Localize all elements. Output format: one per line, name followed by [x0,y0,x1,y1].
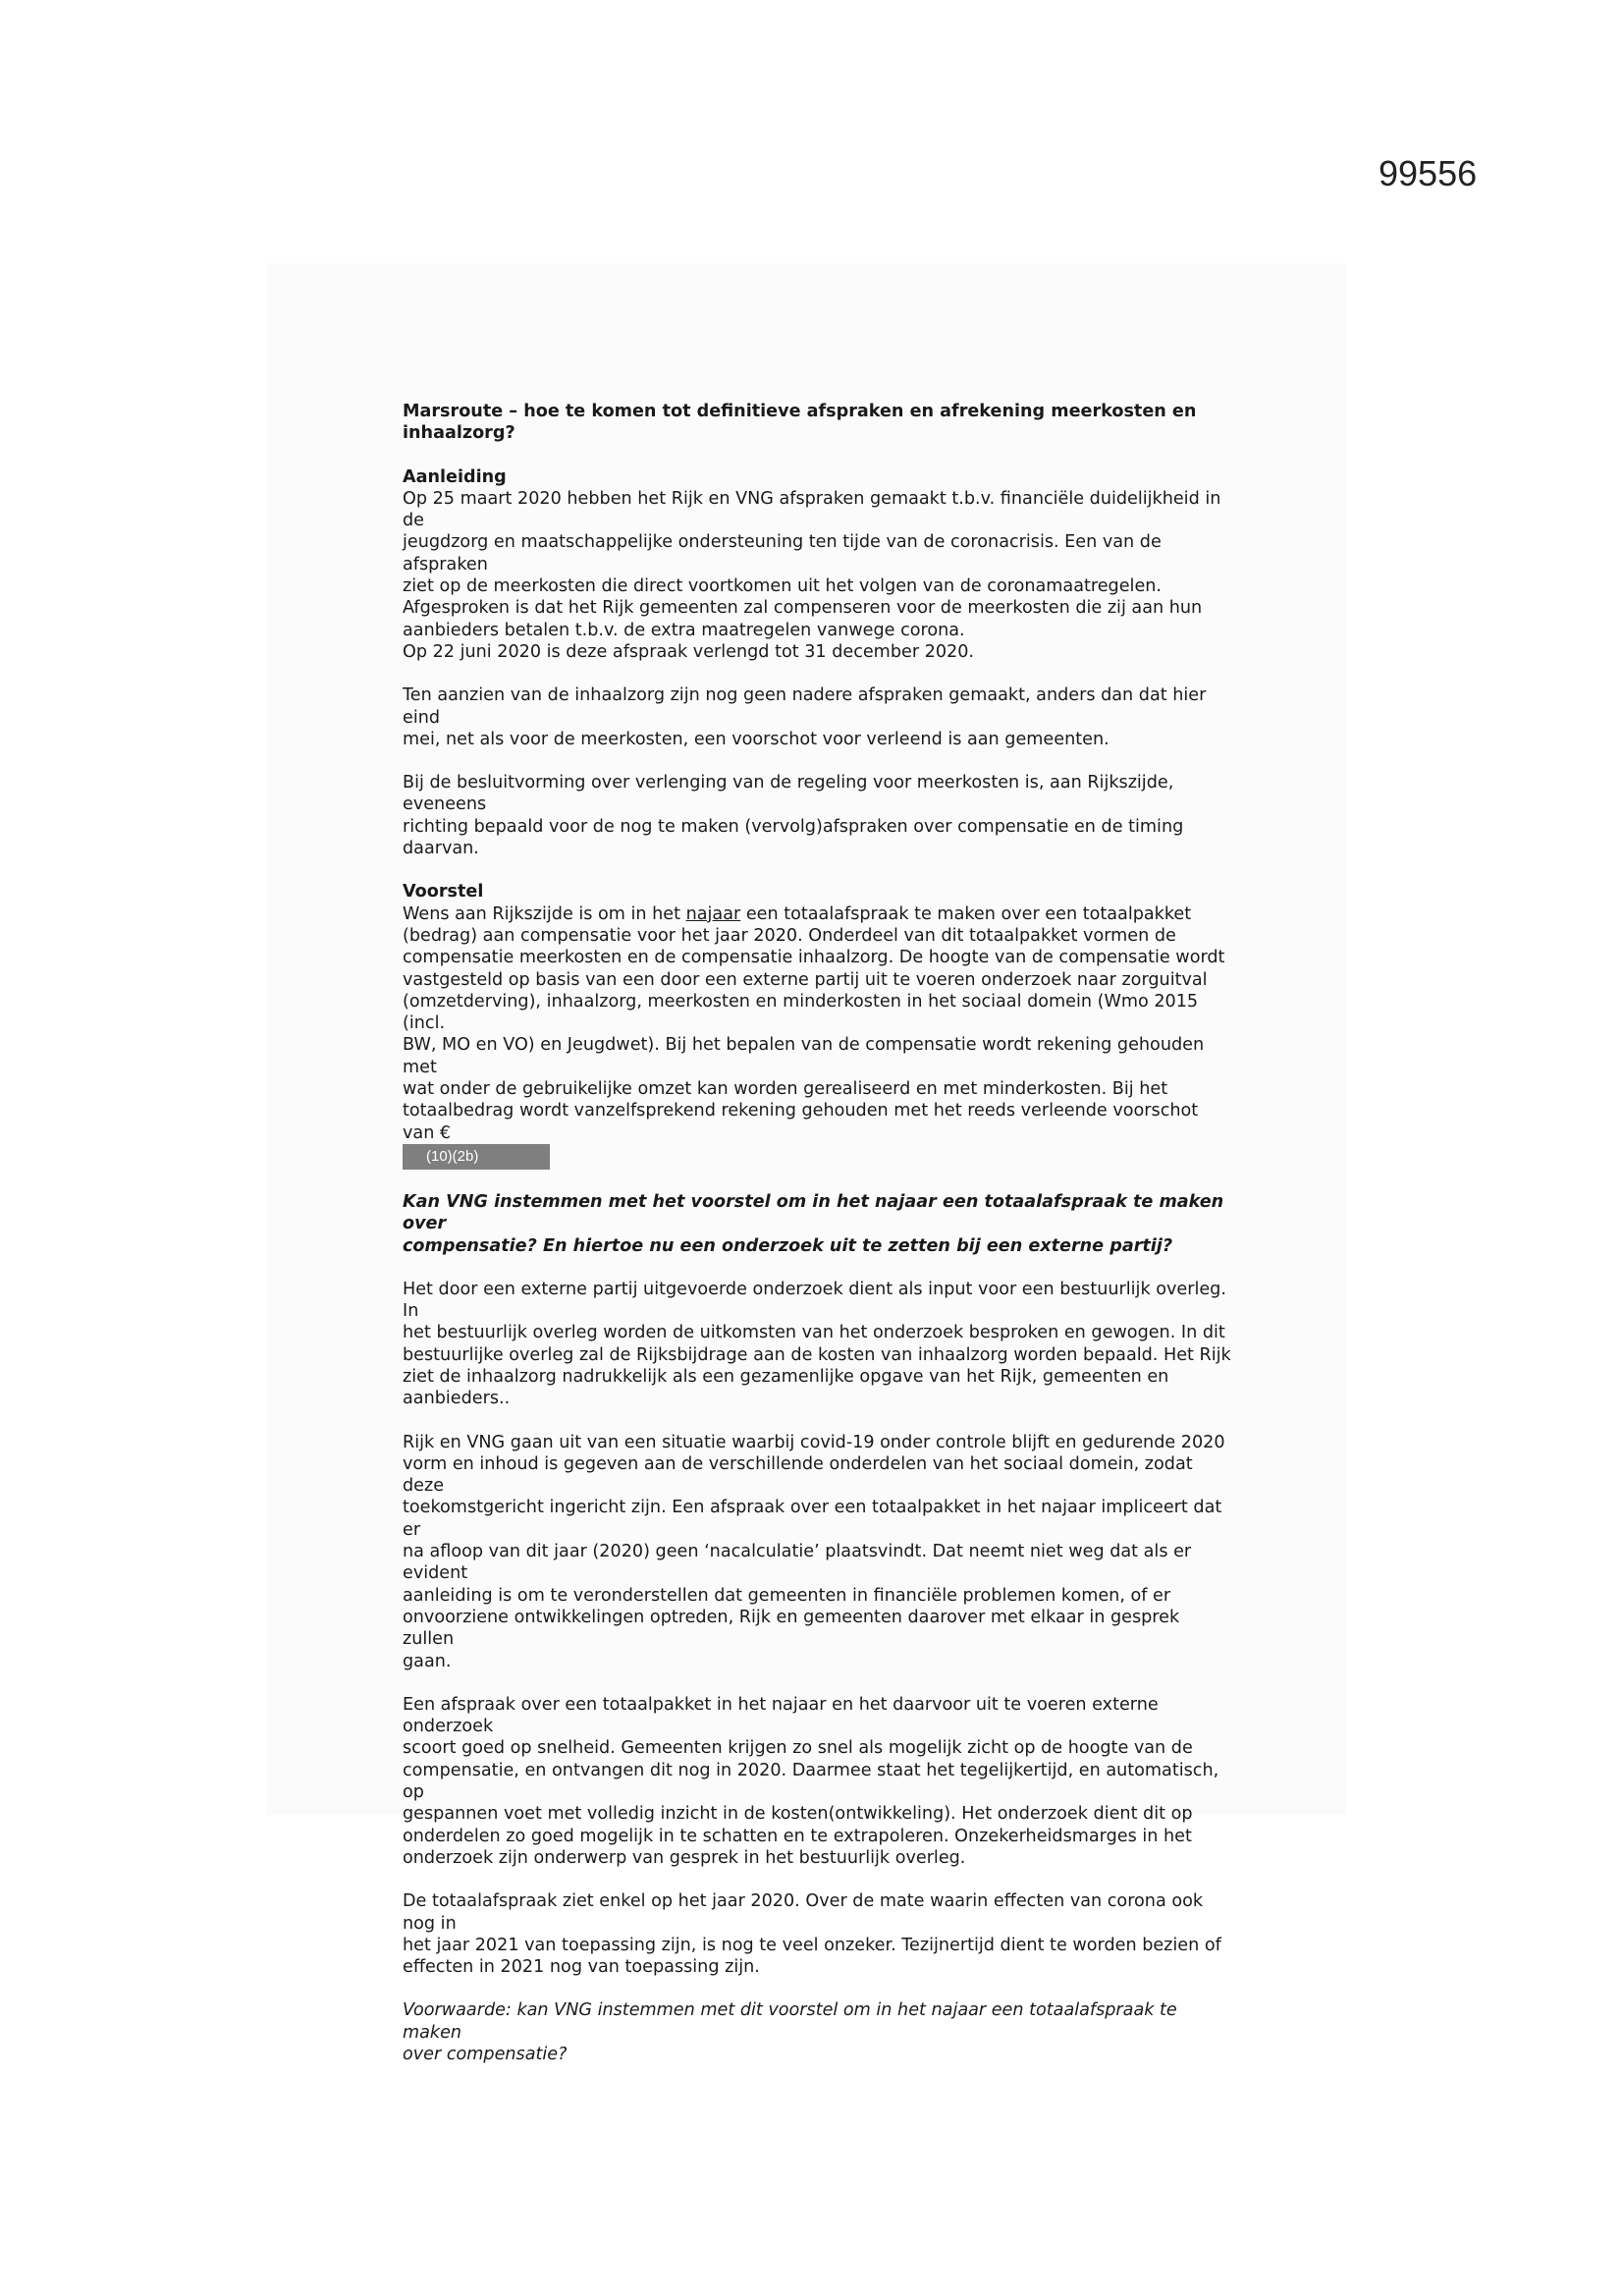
paragraph [403,1694,1235,1869]
text-line: Afgesproken is dat het Rijk gemeenten zal compenseren voor de meerkosten die zij aan hun [403,598,1203,619]
text-line: gaan. [403,1651,452,1671]
text-line: het bestuurlijk overleg worden de uitkomsten van het onderzoek besproken en gewogen. In dit [403,1323,1225,1343]
section-heading: Aanleiding [403,466,507,487]
text-line: ziet op de meerkosten die direct voortkomen uit het volgen van de coronamaatregelen. [403,576,1163,597]
text-line: het jaar 2021 van toepassing zijn, is nog te veel onzeker. Tezijnertijd dient te worden bezien of [403,1935,1221,1955]
text-line: onvoorziene ontwikkelingen optreden, Rijk en gemeenten daarover met elkaar in gesprek zullen [403,1607,1180,1650]
text-line: compensatie, en ontvangen dit nog in 2020. Daarmee staat het tegelijkertijd, en automatisch, op [403,1760,1219,1803]
section-voorstel [403,881,1235,1170]
text-line: BW, MO en VO) en Jeugdwet). Bij het bepalen van de compensatie wordt rekening gehouden met [403,1035,1205,1077]
text-line: Een afspraak over een totaalpakket in het najaar en het daarvoor uit te voeren externe onderzoek [403,1694,1159,1737]
section-aanleiding [403,466,1235,664]
text-line: aanleiding is om te veronderstellen dat gemeenten in financiële problemen komen, of er [403,1585,1171,1606]
text-line: Voorwaarde: kan VNG instemmen met dit voorstel om in het najaar een totaalafspraak te maken [403,2000,1177,2043]
document-title [403,401,1235,445]
text-line: gespannen voet met volledig inzicht in de kosten(ontwikkeling). Het onderzoek dient dit op [403,1804,1193,1825]
paragraph [403,1890,1235,1978]
text-line: totaalbedrag wordt vanzelfsprekend rekening gehouden met het reeds verleende voorschot van € [403,1101,1199,1143]
text-line: na afloop van dit jaar (2020) geen ‘nacalculatie’ plaatsvindt. Dat neemt niet weg dat als er evident [403,1542,1192,1584]
text-line: compensatie meerkosten en de compensatie inhaalzorg. De hoogte van de compensatie wordt [403,948,1225,968]
text-line: wat onder de gebruikelijke omzet kan worden gerealiseerd en met minderkosten. Bij het [403,1079,1168,1100]
key-question [403,1191,1235,1257]
document-id: 99556 [1379,153,1478,193]
title-line: inhaalzorg? [403,423,515,444]
text-line: vastgesteld op basis van een door een externe partij uit te voeren onderzoek naar zorguitval [403,969,1208,990]
text-line: jeugdzorg en maatschappelijke ondersteuning ten tijde van de coronacrisis. Een van de afspraken [403,532,1162,574]
redaction-box: (10)(2b) [403,1144,550,1170]
underlined-word: najaar [685,903,741,924]
text-line: (bedrag) aan compensatie voor het jaar 2020. Onderdeel van dit totaalpakket vormen de [403,925,1176,946]
text-line: Wens aan Rijkszijde is om in het [403,903,686,924]
condition-note [403,1999,1235,2065]
text-line: ziet de inhaalzorg nadrukkelijk als een gezamenlijke opgave van het Rijk, gemeenten en [403,1366,1169,1387]
paragraph [403,684,1235,750]
text-line: onderzoek zijn onderwerp van gesprek in het bestuurlijk overleg. [403,1847,966,1868]
text-line: aanbieders.. [403,1389,511,1409]
text-line: Op 22 juni 2020 is deze afspraak verlengd tot 31 december 2020. [403,641,975,662]
text-line: over compensatie? [403,2045,568,2064]
text-line: De totaalafspraak ziet enkel op het jaar 2020. Over de mate waarin effecten van corona ook nog in [403,1891,1204,1934]
text-line: Rijk en VNG gaan uit van een situatie waarbij covid-19 onder controle blijft en gedurende 2020 [403,1432,1225,1452]
text-line: compensatie? En hiertoe nu een onderzoek uit te zetten bij een externe partij? [403,1235,1173,1256]
text-line: een totaalafspraak te maken over een totaalpakket [740,903,1192,924]
text-line: (omzetderving), inhaalzorg, meerkosten en minderkosten in het sociaal domein (Wmo 2015 (incl. [403,991,1199,1034]
text-line: bestuurlijke overleg zal de Rijksbijdrage aan de kosten van inhaalzorg worden bepaald. Het Rijk [403,1344,1231,1365]
text-line: richting bepaald voor de nog te maken (vervolg)afspraken over compensatie en de timing daarvan. [403,816,1184,859]
paragraph [403,1279,1235,1410]
text-line: scoort goed op snelheid. Gemeenten krijgen zo snel als mogelijk zicht op de hoogte van de [403,1738,1193,1759]
text-line: aanbieders betalen t.b.v. de extra maatregelen vanwege corona. [403,620,965,640]
section-heading: Voorstel [403,882,484,902]
text-line: Op 25 maart 2020 hebben het Rijk en VNG afspraken gemaakt t.b.v. financiële duidelijkheid in de [403,488,1221,531]
text-line: vorm en inhoud is gegeven aan de verschillende onderdelen van het sociaal domein, zodat deze [403,1453,1193,1497]
text-line: Bij de besluitvorming over verlenging van de regeling voor meerkosten is, aan Rijkszijde, eveneens [403,773,1174,815]
text-line: mei, net als voor de meerkosten, een voorschot voor verleend is aan gemeenten. [403,729,1110,749]
text-line: Het door een externe partij uitgevoerde onderzoek dient als input voor een bestuurlijk overleg. In [403,1279,1226,1322]
text-line: effecten in 2021 nog van toepassing zijn. [403,1957,760,1978]
text-line: Kan VNG instemmen met het voorstel om in het najaar een totaalafspraak te maken over [403,1191,1224,1234]
paragraph [403,772,1235,859]
paragraph [403,1432,1235,1672]
text-line: Ten aanzien van de inhaalzorg zijn nog geen nadere afspraken gemaakt, anders dan dat hier eind [403,685,1207,728]
text-line: toekomstgericht ingericht zijn. Een afspraak over een totaalpakket in het najaar impliceert dat er [403,1498,1222,1540]
title-line: Marsroute – hoe te komen tot definitieve afspraken en afrekening meerkosten en [403,402,1197,421]
document-body [403,401,1235,2065]
text-line: onderdelen zo goed mogelijk in te schatten en te extrapoleren. Onzekerheidsmarges in het [403,1826,1192,1846]
